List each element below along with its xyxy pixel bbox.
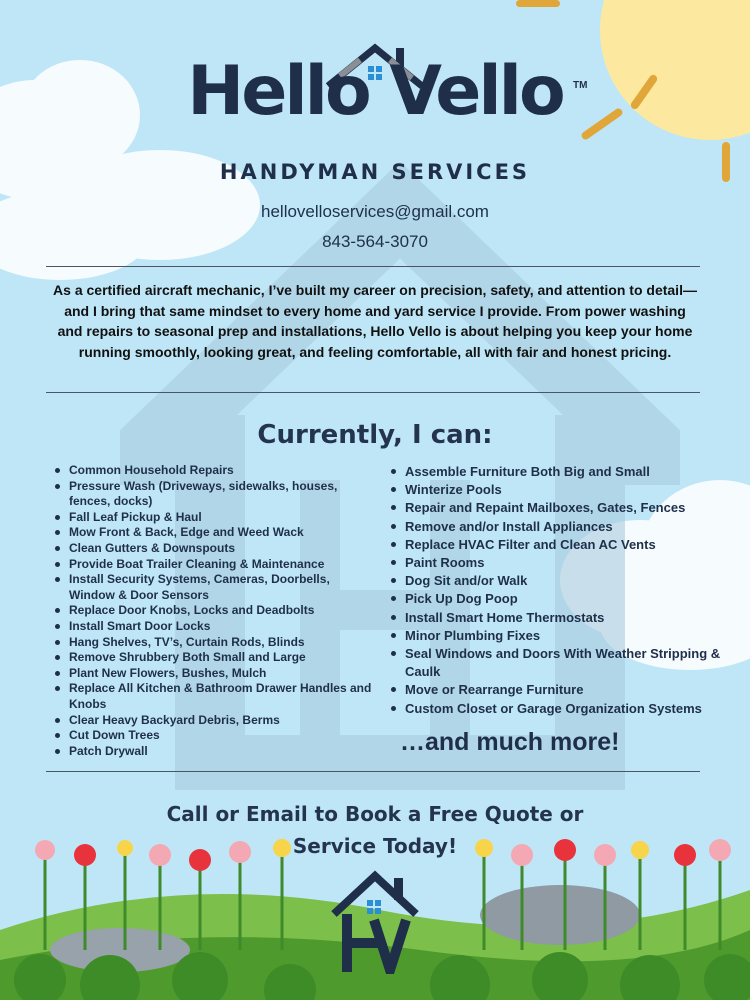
service-item: Winterize Pools: [391, 481, 721, 499]
sun-ray: [516, 0, 560, 7]
service-item: Seal Windows and Doors With Weather Stripping & Caulk: [391, 645, 721, 681]
service-item: Install Smart Door Locks: [55, 619, 375, 635]
cta-line-2: Service Today!: [292, 834, 458, 858]
trademark-mark: TM: [573, 80, 588, 91]
service-item: Install Security Systems, Cameras, Doorbells, Window & Door Sensors: [55, 572, 375, 603]
service-item: Pick Up Dog Poop: [391, 590, 721, 608]
services-list-right: [391, 463, 721, 718]
contact-phone[interactable]: 843-564-3070: [322, 232, 428, 251]
call-to-action: [0, 798, 750, 862]
service-item: Mow Front & Back, Edge and Weed Wack: [55, 525, 375, 541]
service-item: Repair and Repaint Mailboxes, Gates, Fences: [391, 499, 721, 517]
service-item: Dog Sit and/or Walk: [391, 572, 721, 590]
services-list-left: [55, 463, 375, 759]
much-more-text: …and much more!: [400, 728, 620, 756]
service-item: Paint Rooms: [391, 554, 721, 572]
service-item: Fall Leaf Pickup & Haul: [55, 510, 375, 526]
service-item: Plant New Flowers, Bushes, Mulch: [55, 666, 375, 682]
divider: [46, 771, 700, 772]
service-item: Minor Plumbing Fixes: [391, 627, 721, 645]
service-item: Hang Shelves, TV’s, Curtain Rods, Blinds: [55, 635, 375, 651]
services-heading: Currently, I can:: [257, 420, 493, 450]
service-item: Remove Shrubbery Both Small and Large: [55, 650, 375, 666]
cta-line-1: Call or Email to Book a Free Quote or: [166, 802, 584, 826]
service-item: Provide Boat Trailer Cleaning & Maintenance: [55, 557, 375, 573]
service-item: Pressure Wash (Driveways, sidewalks, houses, fences, docks): [55, 479, 375, 510]
service-item: Replace All Kitchen & Bathroom Drawer Handles and Knobs: [55, 681, 375, 712]
service-item: Install Smart Home Thermostats: [391, 609, 721, 627]
service-item: Assemble Furniture Both Big and Small: [391, 463, 721, 481]
hv-house-logo-icon: [328, 870, 422, 974]
service-item: Common Household Repairs: [55, 463, 375, 479]
service-item: Custom Closet or Garage Organization Systems: [391, 700, 721, 718]
service-item: Clean Gutters & Downspouts: [55, 541, 375, 557]
service-item: Replace HVAC Filter and Clean AC Vents: [391, 536, 721, 554]
service-item: Remove and/or Install Appliances: [391, 518, 721, 536]
service-item: Cut Down Trees: [55, 728, 375, 744]
intro-paragraph: As a certified aircraft mechanic, I’ve built my career on precision, safety, and attention to detail—and I bring that same mindset to every home and yard service I provide. From power washing and repairs to seasonal prep and installations, Hello Vello is about helping you keep your home running smoothly, looking great, and feeling comfortable, all with fair and honest pricing.: [53, 282, 697, 360]
divider: [46, 392, 700, 393]
service-item: Move or Rearrange Furniture: [391, 681, 721, 699]
service-item: Replace Door Knobs, Locks and Deadbolts: [55, 603, 375, 619]
divider: [46, 266, 700, 267]
service-item: Clear Heavy Backyard Debris, Berms: [55, 713, 375, 729]
contact-email[interactable]: hellovelloservices@gmail.com: [261, 202, 489, 221]
brand-tagline: HANDYMAN SERVICES: [219, 160, 531, 184]
brand-name: Hello Vello: [187, 52, 563, 131]
service-item: Patch Drywall: [55, 744, 375, 760]
